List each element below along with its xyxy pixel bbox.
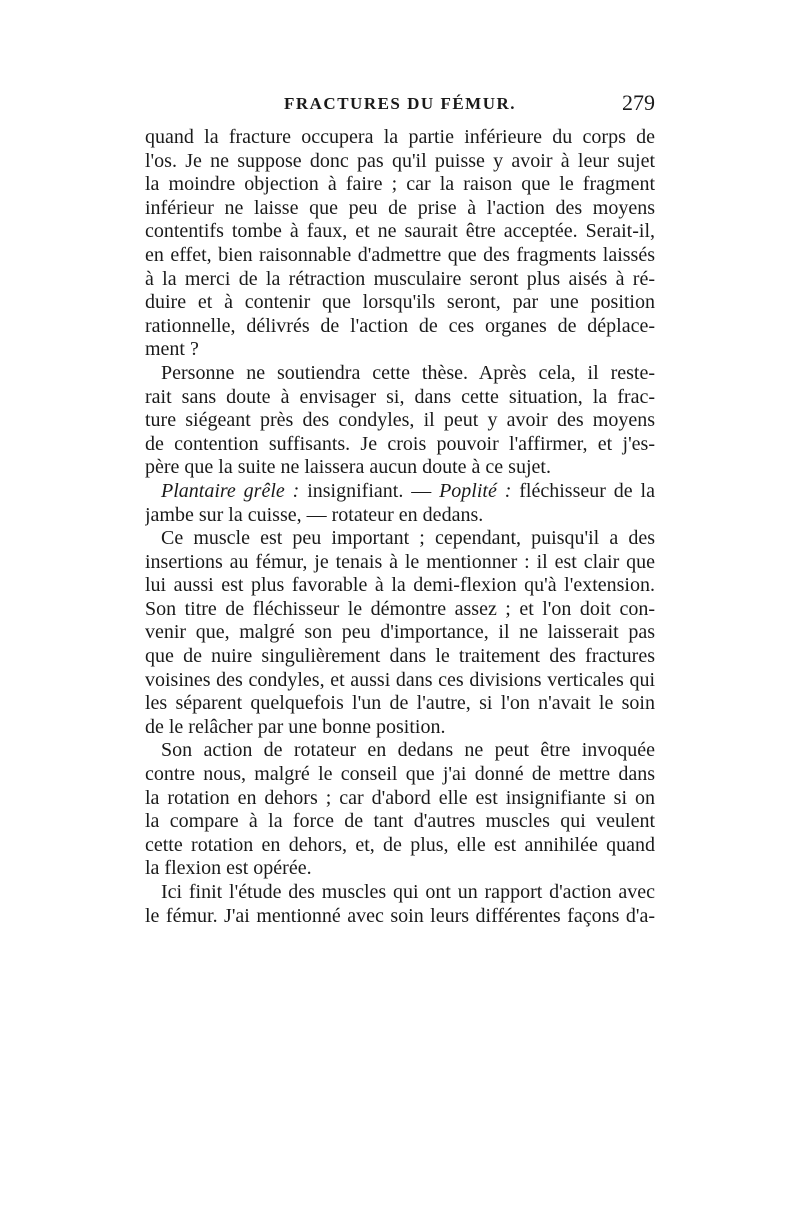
text-line: Son titre de fléchisseur le démontre assez ; et l'on doit con- <box>145 597 655 620</box>
text-line: duire et à contenir que lorsqu'ils seront, par une position <box>145 291 655 314</box>
text-line: Ici finit l'étude des muscles qui ont un rapport d'action avec <box>161 881 655 903</box>
text-line: de le relâcher par une bonne position. <box>145 715 446 738</box>
text-line: inférieur ne laisse que peu de prise à l'action des moyens <box>145 196 655 219</box>
text-line: l'os. Je ne suppose donc pas qu'il puisse y avoir à leur sujet <box>145 149 655 172</box>
text-line: voisines des condyles, et aussi dans ces divisions verticales qui <box>145 668 655 691</box>
text-line: en effet, bien raisonnable d'admettre que des fragments laissés <box>145 243 655 266</box>
text-line: insertions au fémur, je tenais à le mentionner : il est clair que <box>145 550 655 573</box>
text-line: rait sans doute à envisager si, dans cette situation, la frac- <box>145 385 655 408</box>
text-line: le fémur. J'ai mentionné avec soin leurs différentes façons d'a- <box>145 904 655 927</box>
text-line: lui aussi est plus favorable à la demi-flexion qu'à l'extension. <box>145 574 655 597</box>
text-line: contentifs tombe à faux, et ne saurait être acceptée. Serait-il, <box>145 220 655 243</box>
text-line: la flexion est opérée. <box>145 857 312 880</box>
text-line: contre nous, malgré le conseil que j'ai donné de mettre dans <box>145 763 655 786</box>
text-line: les séparent quelquefois l'un de l'autre, si l'on n'avait le soin <box>145 692 655 715</box>
text-line: Son action de rotateur en dedans ne peut être invoquée <box>161 739 655 762</box>
text-line: quand la fracture occupera la partie inférieure du corps de <box>145 126 655 148</box>
page-number: 279 <box>622 90 655 115</box>
text-line: jambe sur la cuisse, — rotateur en dedans. <box>145 503 484 526</box>
running-title: FRACTURES DU FÉMUR. <box>283 94 517 113</box>
muscle-desc-poplite: fléchisseur de la <box>511 479 655 502</box>
text-line: père que la suite ne laissera aucun doute à ce sujet. <box>145 456 551 479</box>
muscle-desc-plantaire: insignifiant. — <box>299 479 440 502</box>
running-head <box>145 90 655 124</box>
body-text <box>145 126 655 928</box>
text-line: que de nuire singulièrement dans le traitement des fractures <box>145 645 655 668</box>
text-line: la compare à la force de tant d'autres muscles qui veulent <box>145 810 655 833</box>
text-line: à la merci de la rétraction musculaire seront plus aisés à ré- <box>145 267 655 290</box>
text-line: Ce muscle est peu important ; cependant, puisqu'il a des <box>161 527 655 550</box>
text-line: de contention suffisants. Je crois pouvoir l'affirmer, et j'es- <box>145 432 655 455</box>
muscle-name-plantaire: Plantaire grêle : <box>161 479 300 502</box>
muscle-name-poplite: Poplité : <box>439 479 512 502</box>
text-line: rationnelle, délivrés de l'action de ces organes de déplace- <box>145 314 655 337</box>
text-line: Personne ne soutiendra cette thèse. Après cela, il reste- <box>161 361 655 384</box>
text-line: la rotation en dehors ; car d'abord elle est insignifiante si on <box>145 786 655 809</box>
text-line: cette rotation en dehors, et, de plus, elle est annihilée quand <box>145 833 655 856</box>
muscle-entry-line <box>145 480 655 504</box>
text-line: la moindre objection à faire ; car la raison que le fragment <box>145 173 655 196</box>
text-line: ment ? <box>145 338 199 361</box>
text-line: ture siégeant près des condyles, il peut y avoir des moyens <box>145 409 655 432</box>
text-line: venir que, malgré son peu d'importance, il ne laisserait pas <box>145 621 655 644</box>
